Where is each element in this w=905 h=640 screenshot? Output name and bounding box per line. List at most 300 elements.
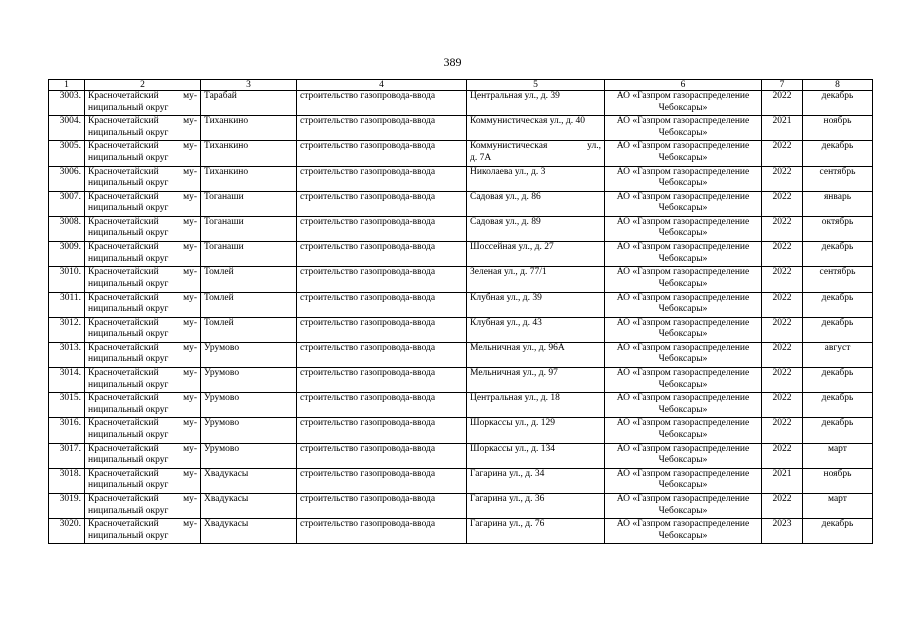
address-cell (467, 317, 605, 342)
district-name-cont: ниципальный округ (88, 127, 169, 138)
year: 2022 (772, 494, 792, 504)
village-cell (201, 368, 297, 393)
district-name: Красночетайский (88, 418, 159, 429)
district-cell (85, 494, 201, 519)
year: 2022 (772, 443, 792, 454)
organization-cell (605, 91, 762, 116)
row-number: 3019. (59, 494, 81, 504)
year-cell (762, 368, 803, 393)
row-number: 3012. (59, 317, 81, 328)
address-line: Мельничная ул., д. 96А (470, 342, 565, 353)
row-number: 3005. (59, 141, 81, 152)
district-name-hyphen: му- (183, 267, 197, 278)
work-cell (297, 443, 467, 468)
work-type: строительство газопровода-ввода (300, 216, 436, 227)
address-cell (467, 267, 605, 292)
address-line: Гагарина ул., д. 36 (470, 494, 545, 504)
work-type: строительство газопровода-ввода (300, 519, 436, 530)
district-name-cont: ниципальный округ (88, 505, 169, 516)
row-number: 3015. (59, 393, 81, 404)
row-number: 3014. (59, 368, 81, 379)
column-header: 8 (803, 80, 873, 91)
organization-cell (605, 116, 762, 141)
column-header: 4 (297, 80, 467, 91)
row-number-cell (49, 418, 85, 443)
year: 2022 (772, 242, 792, 253)
table-row (49, 317, 873, 342)
table-row (49, 242, 873, 267)
district-name-hyphen: му- (183, 141, 197, 152)
gasification-table (48, 79, 873, 544)
village-cell (201, 191, 297, 216)
table-row (49, 418, 873, 443)
address-line: Шоссейная ул., д. 27 (470, 242, 554, 253)
row-number: 3010. (59, 267, 81, 278)
month-cell (803, 317, 873, 342)
address-line: Гагарина ул., д. 34 (470, 468, 545, 479)
address-cell (467, 292, 605, 317)
work-cell (297, 242, 467, 267)
district-name-hyphen: му- (183, 494, 197, 504)
month: декабрь (821, 393, 854, 404)
district-cell (85, 292, 201, 317)
month: сентябрь (819, 267, 856, 278)
district-name-cont: ниципальный округ (88, 253, 169, 264)
village-name: Урумово (204, 443, 240, 454)
table-row (49, 342, 873, 367)
table-row (49, 468, 873, 493)
work-cell (297, 393, 467, 418)
table-row (49, 443, 873, 468)
address-cell (467, 418, 605, 443)
table-row (49, 494, 873, 519)
table-row (49, 216, 873, 241)
table-row (49, 91, 873, 116)
organization-line-2: Чебоксары» (658, 429, 708, 440)
village-cell (201, 242, 297, 267)
organization-line: АО «Газпром газораспределение (616, 418, 750, 429)
work-cell (297, 141, 467, 166)
row-number-cell (49, 216, 85, 241)
month-cell (803, 267, 873, 292)
village-cell (201, 519, 297, 544)
district-name-hyphen: му- (183, 216, 197, 227)
village-name: Урумово (204, 368, 240, 379)
year: 2022 (772, 166, 792, 177)
district-cell (85, 242, 201, 267)
work-type: строительство газопровода-ввода (300, 191, 436, 202)
year-cell (762, 267, 803, 292)
month: декабрь (821, 141, 854, 152)
address-cell (467, 242, 605, 267)
month: декабрь (821, 91, 854, 101)
year-cell (762, 468, 803, 493)
district-name-hyphen: му- (183, 292, 197, 303)
organization-line: АО «Газпром газораспределение (616, 166, 750, 177)
address-line-2: д. 7А (470, 152, 492, 163)
year: 2021 (772, 468, 792, 479)
organization-cell (605, 494, 762, 519)
table-body (49, 91, 873, 544)
district-cell (85, 443, 201, 468)
district-name: Красночетайский (88, 443, 159, 454)
table-row (49, 166, 873, 191)
column-header: 5 (467, 80, 605, 91)
work-type: строительство газопровода-ввода (300, 116, 436, 127)
row-number-cell (49, 242, 85, 267)
village-name: Урумово (204, 342, 240, 353)
organization-line-2: Чебоксары» (658, 505, 708, 516)
month: март (828, 443, 847, 454)
village-name: Хвадукасы (204, 468, 249, 479)
year-cell (762, 191, 803, 216)
village-name: Тарабай (204, 91, 237, 101)
table-row (49, 191, 873, 216)
work-cell (297, 494, 467, 519)
organization-cell (605, 393, 762, 418)
month-cell (803, 216, 873, 241)
row-number-cell (49, 166, 85, 191)
district-name-cont: ниципальный округ (88, 429, 169, 440)
village-name: Тиханкино (204, 141, 249, 152)
year: 2022 (772, 368, 792, 379)
table-row (49, 393, 873, 418)
organization-line: АО «Газпром газораспределение (616, 116, 750, 127)
row-number: 3016. (59, 418, 81, 429)
address-cell (467, 116, 605, 141)
work-cell (297, 468, 467, 493)
village-cell (201, 141, 297, 166)
village-cell (201, 317, 297, 342)
year-cell (762, 418, 803, 443)
organization-line: АО «Газпром газораспределение (616, 317, 750, 328)
address-line: Садовая ул., д. 89 (470, 216, 541, 227)
village-name: Урумово (204, 393, 240, 404)
address-cell (467, 494, 605, 519)
year: 2021 (772, 116, 792, 127)
month: декабрь (821, 242, 854, 253)
district-name-hyphen: му- (183, 468, 197, 479)
work-type: строительство газопровода-ввода (300, 494, 436, 504)
district-name-cont: ниципальный округ (88, 152, 169, 163)
work-cell (297, 342, 467, 367)
district-name-hyphen: му- (183, 393, 197, 404)
row-number-cell (49, 393, 85, 418)
column-header: 1 (49, 80, 85, 91)
district-name: Красночетайский (88, 292, 159, 303)
work-type: строительство газопровода-ввода (300, 393, 436, 404)
organization-line: АО «Газпром газораспределение (616, 191, 750, 202)
district-name-hyphen: му- (183, 519, 197, 530)
address-cell (467, 141, 605, 166)
organization-line-2: Чебоксары» (658, 329, 708, 340)
district-name-cont: ниципальный округ (88, 304, 169, 314)
month: ноябрь (823, 116, 852, 127)
year-cell (762, 141, 803, 166)
row-number-cell (49, 468, 85, 493)
district-name-hyphen: му- (183, 317, 197, 328)
district-name-cont: ниципальный округ (88, 354, 169, 365)
village-cell (201, 468, 297, 493)
organization-cell (605, 443, 762, 468)
district-cell (85, 393, 201, 418)
work-type: строительство газопровода-ввода (300, 443, 436, 454)
district-cell (85, 91, 201, 116)
address-cell (467, 519, 605, 544)
address-cell (467, 216, 605, 241)
month-cell (803, 292, 873, 317)
district-cell (85, 418, 201, 443)
organization-line: АО «Газпром газораспределение (616, 141, 750, 152)
district-name: Красночетайский (88, 216, 159, 227)
district-name-cont: ниципальный округ (88, 278, 169, 289)
district-cell (85, 468, 201, 493)
month-cell (803, 116, 873, 141)
work-type: строительство газопровода-ввода (300, 242, 436, 253)
year-cell (762, 116, 803, 141)
organization-line-2: Чебоксары» (658, 379, 708, 390)
table-row (49, 267, 873, 292)
row-number: 3018. (59, 468, 81, 479)
month-cell (803, 342, 873, 367)
organization-cell (605, 141, 762, 166)
month-cell (803, 368, 873, 393)
month-cell (803, 519, 873, 544)
village-name: Хвадукасы (204, 494, 249, 504)
year-cell (762, 494, 803, 519)
organization-line: АО «Газпром газораспределение (616, 468, 750, 479)
district-name: Красночетайский (88, 519, 159, 530)
village-cell (201, 216, 297, 241)
row-number-cell (49, 519, 85, 544)
work-cell (297, 267, 467, 292)
district-name: Красночетайский (88, 368, 159, 379)
month: декабрь (821, 368, 854, 379)
district-name: Красночетайский (88, 393, 159, 404)
work-cell (297, 116, 467, 141)
village-cell (201, 292, 297, 317)
organization-line-2: Чебоксары» (658, 480, 708, 491)
organization-line: АО «Газпром газораспределение (616, 342, 750, 353)
organization-cell (605, 317, 762, 342)
work-cell (297, 191, 467, 216)
row-number: 3013. (59, 342, 81, 353)
district-name: Красночетайский (88, 242, 159, 253)
village-cell (201, 267, 297, 292)
work-type: строительство газопровода-ввода (300, 317, 436, 328)
row-number: 3006. (59, 166, 81, 177)
village-name: Томлей (204, 317, 234, 328)
work-cell (297, 292, 467, 317)
month: сентябрь (819, 166, 856, 177)
district-name-cont: ниципальный округ (88, 455, 169, 466)
organization-line-2: Чебоксары» (658, 178, 708, 189)
organization-line: АО «Газпром газораспределение (616, 242, 750, 253)
year: 2022 (772, 342, 792, 353)
district-cell (85, 317, 201, 342)
month-cell (803, 91, 873, 116)
address-line: Клубная ул., д. 43 (470, 317, 542, 328)
month-cell (803, 191, 873, 216)
year-cell (762, 292, 803, 317)
year-cell (762, 317, 803, 342)
organization-cell (605, 418, 762, 443)
month-cell (803, 418, 873, 443)
month: ноябрь (823, 468, 852, 479)
district-name-cont: ниципальный округ (88, 178, 169, 189)
district-name: Красночетайский (88, 191, 159, 202)
district-name-cont: ниципальный округ (88, 379, 169, 390)
organization-cell (605, 166, 762, 191)
organization-line-2: Чебоксары» (658, 203, 708, 214)
organization-line-2: Чебоксары» (658, 253, 708, 264)
work-cell (297, 166, 467, 191)
row-number-cell (49, 267, 85, 292)
table-row (49, 116, 873, 141)
address-line: Мельничная ул., д. 97 (470, 368, 558, 379)
district-name-hyphen: му- (183, 116, 197, 127)
work-type: строительство газопровода-ввода (300, 368, 436, 379)
organization-cell (605, 242, 762, 267)
month-cell (803, 166, 873, 191)
village-cell (201, 418, 297, 443)
district-name: Красночетайский (88, 91, 159, 101)
year-cell (762, 393, 803, 418)
district-name: Красночетайский (88, 166, 159, 177)
district-cell (85, 342, 201, 367)
work-type: строительство газопровода-ввода (300, 267, 436, 278)
month: декабрь (821, 292, 854, 303)
organization-line-2: Чебоксары» (658, 102, 708, 113)
address-cell (467, 443, 605, 468)
table-header-row (49, 80, 873, 91)
year: 2022 (772, 191, 792, 202)
district-name-cont: ниципальный округ (88, 203, 169, 214)
month-cell (803, 141, 873, 166)
column-header: 3 (201, 80, 297, 91)
column-header: 2 (85, 80, 201, 91)
address-line: Садовая ул., д. 86 (470, 191, 541, 202)
month: декабрь (821, 519, 854, 530)
row-number-cell (49, 191, 85, 216)
work-cell (297, 91, 467, 116)
district-name-cont: ниципальный округ (88, 530, 169, 541)
address-line: Коммунистическая ул., д. 40 (470, 116, 585, 127)
work-cell (297, 418, 467, 443)
row-number-cell (49, 368, 85, 393)
organization-line-2: Чебоксары» (658, 455, 708, 466)
organization-cell (605, 292, 762, 317)
year: 2023 (772, 519, 792, 530)
organization-line-2: Чебоксары» (658, 304, 708, 314)
organization-cell (605, 468, 762, 493)
organization-cell (605, 519, 762, 544)
row-number-cell (49, 494, 85, 519)
address-line: Шоркассы ул., д. 134 (470, 443, 555, 454)
organization-line: АО «Газпром газораспределение (616, 519, 750, 530)
organization-cell (605, 342, 762, 367)
year: 2022 (772, 292, 792, 303)
work-type: строительство газопровода-ввода (300, 342, 436, 353)
organization-line: АО «Газпром газораспределение (616, 267, 750, 278)
year-cell (762, 342, 803, 367)
district-name-cont: ниципальный округ (88, 480, 169, 491)
village-cell (201, 116, 297, 141)
address-line: Николаева ул., д. 3 (470, 166, 546, 177)
address-line: Гагарина ул., д. 76 (470, 519, 545, 530)
year: 2022 (772, 267, 792, 278)
village-name: Тоганаши (204, 191, 244, 202)
address-line: Зеленая ул., д. 77/1 (470, 267, 547, 278)
address-line: Клубная ул., д. 39 (470, 292, 542, 303)
district-name-hyphen: му- (183, 91, 197, 101)
year-cell (762, 166, 803, 191)
work-cell (297, 216, 467, 241)
organization-line-2: Чебоксары» (658, 228, 708, 239)
district-cell (85, 216, 201, 241)
village-name: Тоганаши (204, 242, 244, 253)
work-type: строительство газопровода-ввода (300, 91, 436, 101)
row-number-cell (49, 317, 85, 342)
row-number-cell (49, 116, 85, 141)
address-line: Центральная ул., д. 18 (470, 393, 560, 404)
district-name-hyphen: му- (183, 368, 197, 379)
village-name: Тиханкино (204, 166, 249, 177)
year-cell (762, 242, 803, 267)
month-cell (803, 393, 873, 418)
column-header: 7 (762, 80, 803, 91)
work-type: строительство газопровода-ввода (300, 418, 436, 429)
row-number-cell (49, 141, 85, 166)
organization-line: АО «Газпром газораспределение (616, 443, 750, 454)
district-cell (85, 191, 201, 216)
address-cell (467, 342, 605, 367)
row-number: 3008. (59, 216, 81, 227)
district-name-cont: ниципальный округ (88, 329, 169, 340)
year-cell (762, 91, 803, 116)
month: октябрь (821, 216, 854, 227)
village-name: Хвадукасы (204, 519, 249, 530)
month: декабрь (821, 317, 854, 328)
row-number: 3017. (59, 443, 81, 454)
row-number: 3004. (59, 116, 81, 127)
month-cell (803, 242, 873, 267)
table-row (49, 141, 873, 166)
year: 2022 (772, 393, 792, 404)
district-name-hyphen: му- (183, 191, 197, 202)
village-name: Томлей (204, 292, 234, 303)
organization-line-2: Чебоксары» (658, 127, 708, 138)
organization-line-2: Чебоксары» (658, 278, 708, 289)
district-name: Красночетайский (88, 116, 159, 127)
village-name: Томлей (204, 267, 234, 278)
row-number: 3007. (59, 191, 81, 202)
organization-line: АО «Газпром газораспределение (616, 368, 750, 379)
organization-line: АО «Газпром газораспределение (616, 393, 750, 404)
address-cell (467, 166, 605, 191)
address-cell (467, 368, 605, 393)
column-header: 6 (605, 80, 762, 91)
row-number-cell (49, 292, 85, 317)
district-name: Красночетайский (88, 141, 159, 152)
village-cell (201, 91, 297, 116)
address-line: Коммунистическая ул., (470, 141, 601, 152)
month: январь (823, 191, 852, 202)
district-cell (85, 519, 201, 544)
row-number: 3003. (59, 91, 81, 101)
month-cell (803, 443, 873, 468)
work-cell (297, 519, 467, 544)
